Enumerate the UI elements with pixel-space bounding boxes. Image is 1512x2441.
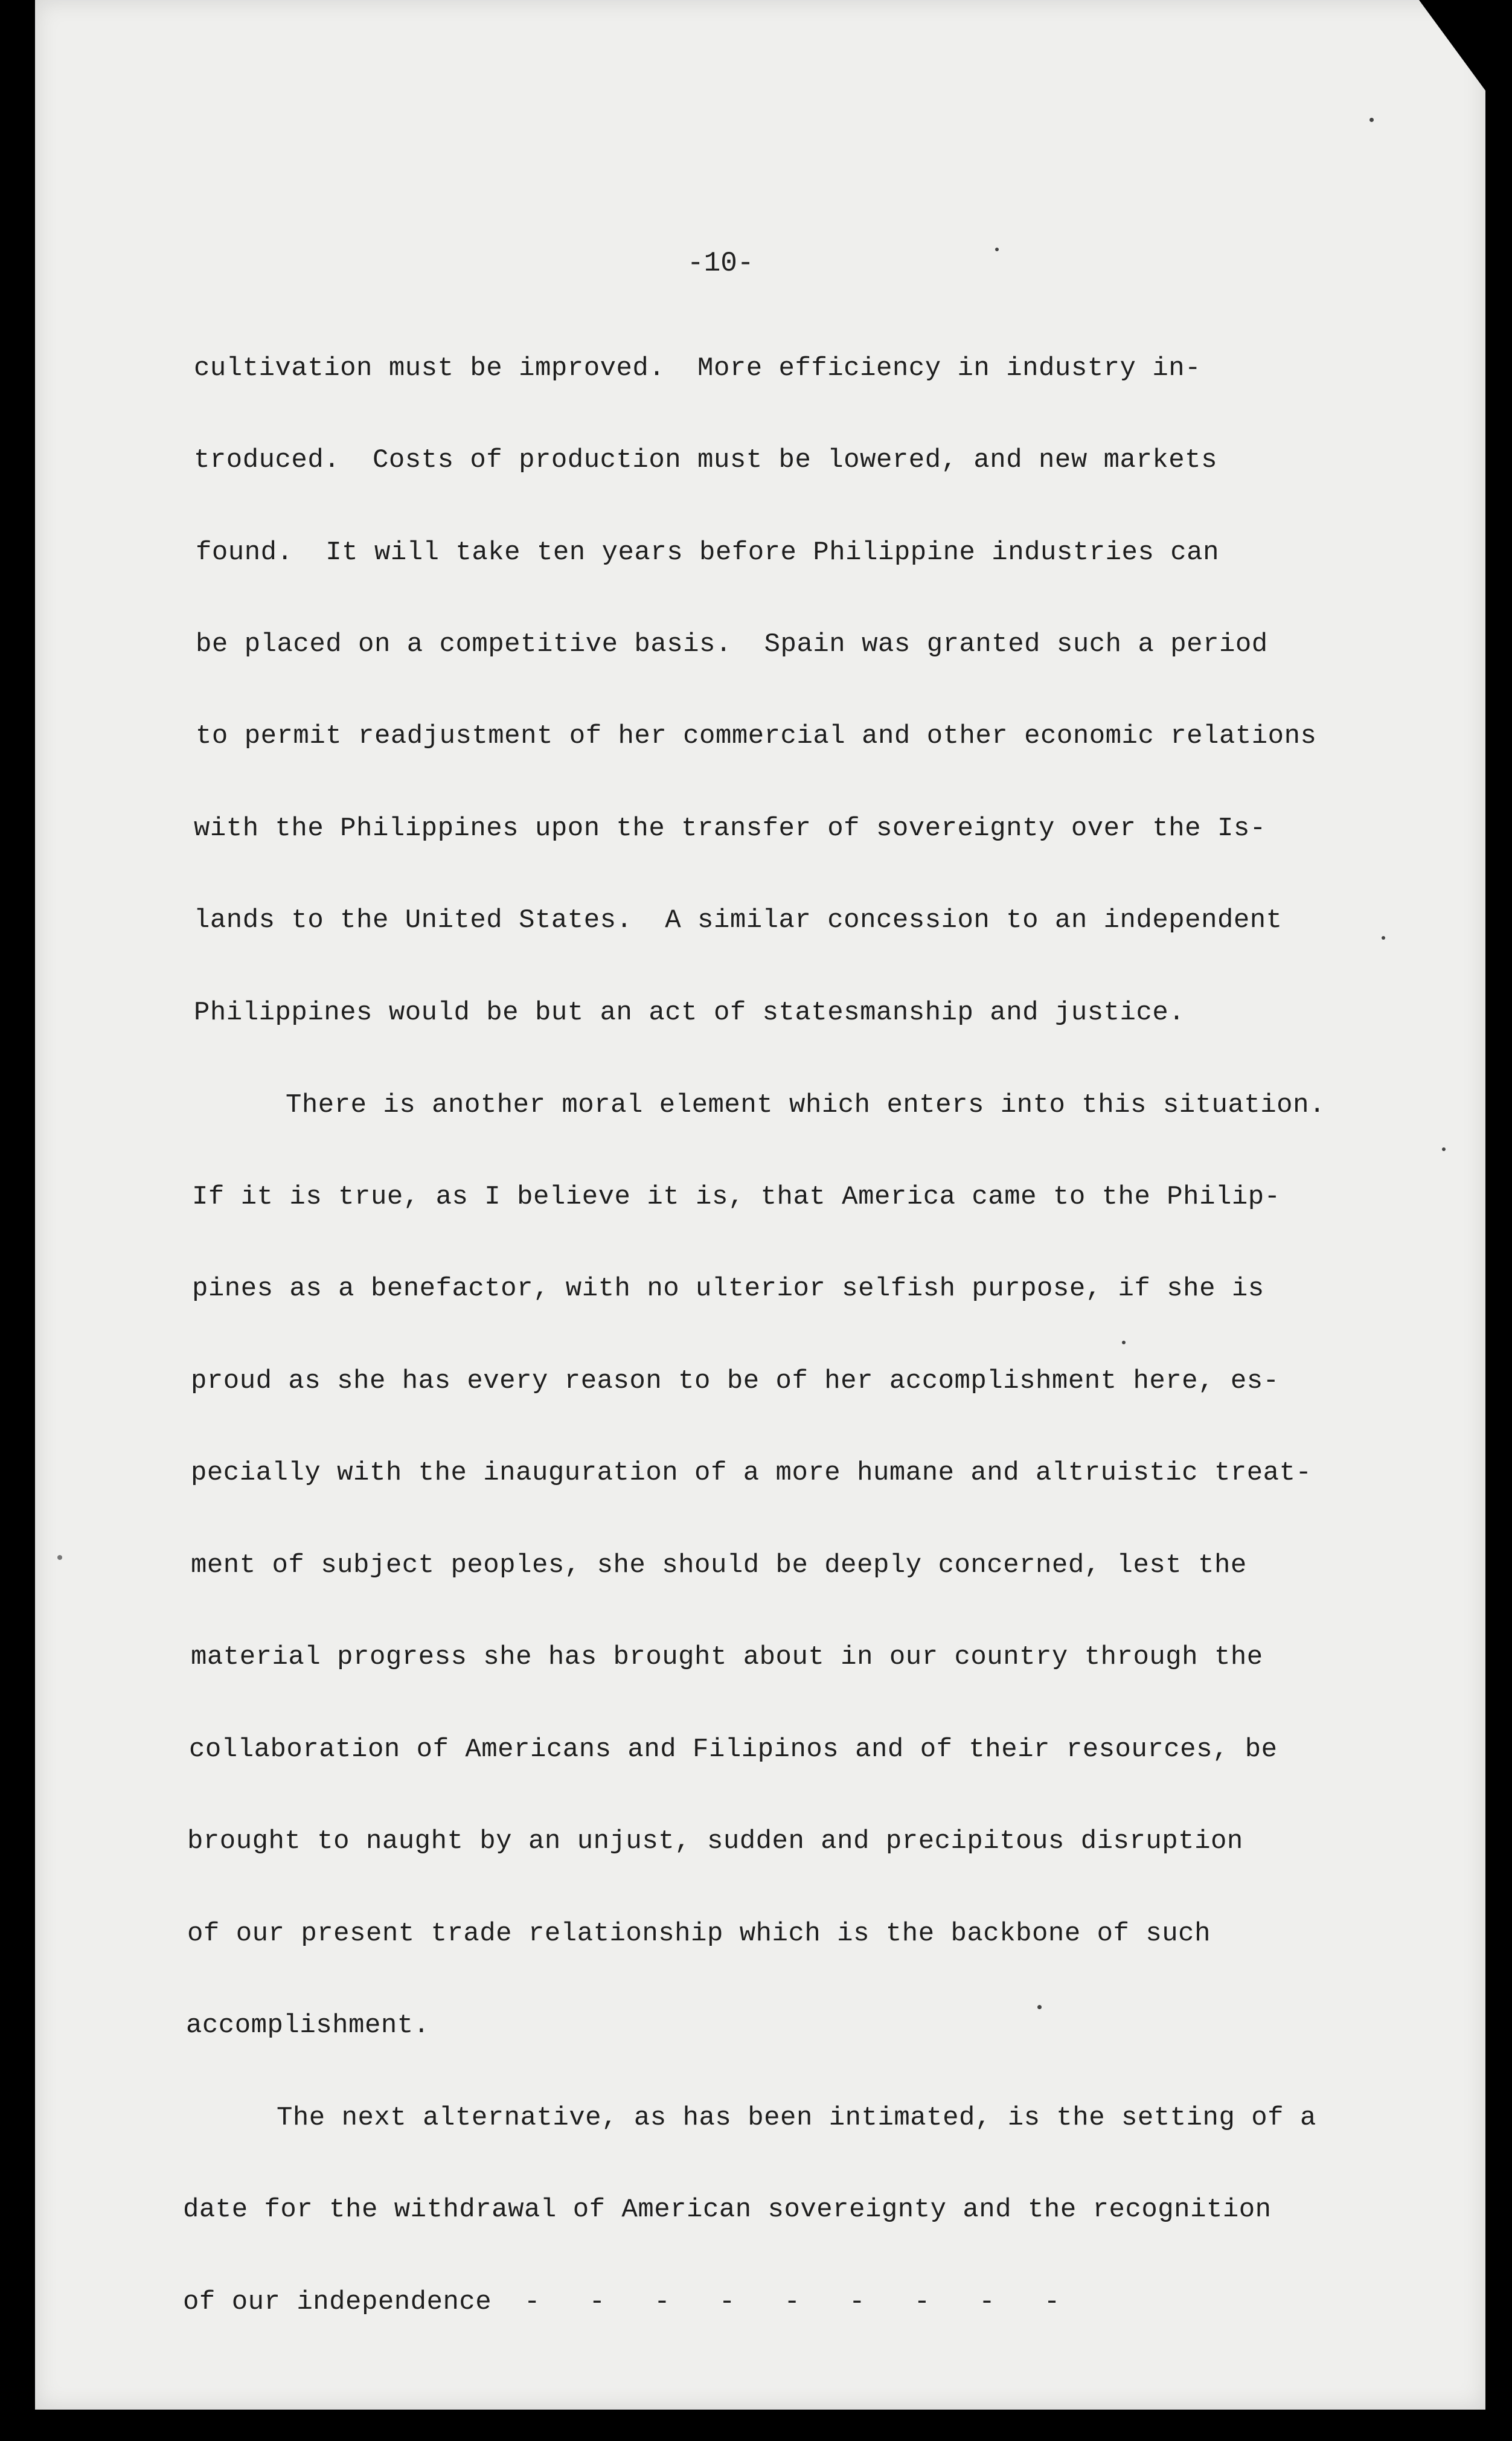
text-line-7: lands to the United States. A similar concession to an independent [194,905,1283,935]
text-line-21: date for the withdrawal of American sovereignty and the recognition [183,2195,1272,2225]
text-line-17: brought to naught by an unjust, sudden and precipitous disruption [187,1826,1243,1856]
text-line-12: proud as she has every reason to be of her accomplishment here, es- [191,1366,1280,1396]
text-line-16: collaboration of Americans and Filipinos and of their resources, be [189,1734,1278,1765]
text-line-6: with the Philippines upon the transfer of sovereignty over the Is- [194,813,1266,844]
text-line-18: of our present trade relationship which is the backbone of such [187,1919,1211,1949]
text-line-14: ment of subject peoples, she should be deeply concerned, lest the [191,1550,1247,1580]
text-line-15: material progress she has brought about in our country through the [191,1642,1263,1672]
text-line-8: Philippines would be but an act of statesmanship and justice. [194,998,1185,1028]
text-line-3: found. It will take ten years before Philippine industries can [196,537,1219,568]
text-line-20: The next alternative, as has been intimated, is the setting of a [277,2103,1316,2133]
paper-speck [1122,1341,1126,1344]
text-line-4: be placed on a competitive basis. Spain was granted such a period [196,629,1268,659]
text-line-22: of our independence - - - - - - - - - [183,2287,1060,2317]
paper-speck [1382,936,1385,940]
scan-speck [57,1555,62,1560]
page-corner-fold [1419,0,1485,91]
text-line-19: accomplishment. [186,2010,430,2041]
page-number: -10- [687,248,754,279]
text-line-5: to permit readjustment of her commercial and other economic relations [196,721,1317,751]
text-line-9: There is another moral element which enters into this situation. [286,1090,1325,1120]
document-page [35,0,1485,2410]
text-line-11: pines as a benefactor, with no ulterior selfish purpose, if she is [192,1274,1264,1304]
paper-speck [1442,1147,1446,1151]
paper-speck [1037,2005,1042,2009]
paper-speck [995,248,999,251]
text-line-13: pecially with the inauguration of a more humane and altruistic treat- [191,1458,1312,1488]
paper-speck [1369,118,1374,122]
text-line-1: cultivation must be improved. More efficiency in industry in- [194,353,1202,383]
text-line-2: troduced. Costs of production must be lowered, and new markets [194,445,1217,475]
text-line-10: If it is true, as I believe it is, that America came to the Philip- [192,1182,1281,1212]
